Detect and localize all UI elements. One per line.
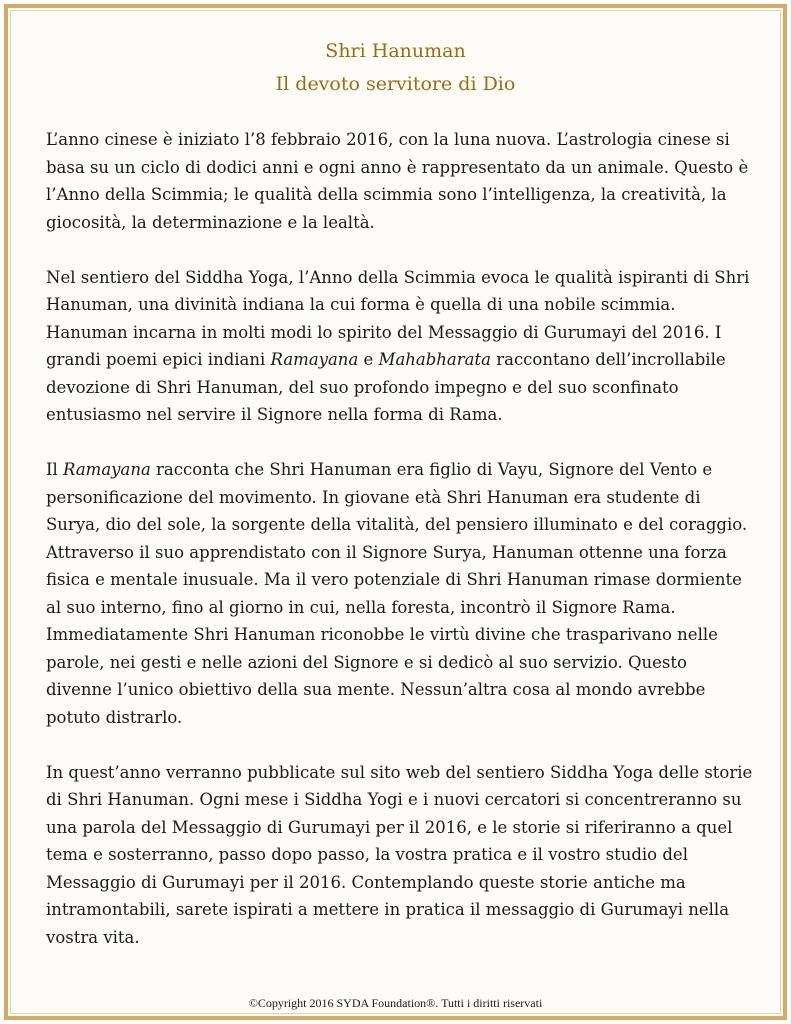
paragraph-2-text-c: raccontano dell’incrollabile devozione di Shri Hanuman, del suo profondo impegno e del suo sconfinato entusiasmo nel servire il Signore nella forma di Rama.	[46, 350, 726, 424]
paragraph-1: L’anno cinese è iniziato l’8 febbraio 2016, con la luna nuova. L’astrologia cinese si basa su un ciclo di dodici anni e ogni anno è rappresentato da un animale. Questo è l’Anno della Scimmia; le qualità della scimmia sono l’intelligenza, la creatività, la giocosità, la determinazione e la lealtà.	[46, 130, 749, 232]
copyright-footer: ©Copyright 2016 SYDA Foundation®. Tutti i diritti riservati	[248, 996, 543, 1010]
paragraph-4: In quest’anno verranno pubblicate sul sito web del sentiero Siddha Yoga delle storie di Shri Hanuman. Ogni mese i Siddha Yogi e i nuovi cercatori si concentreranno su una parola del Messaggio di Gurumayi per il 2016, e le storie si riferiranno a quel tema e sosterranno, passo dopo passo, la vostra pratica e il vostro studio del Messaggio di Gurumayi per il 2016. Contemplando queste storie antiche ma intramontabili, sarete ispirati a mettere in pratica il messaggio di Gurumayi nella vostra vita.	[46, 762, 753, 947]
ramayana-title: Ramayana	[270, 350, 359, 369]
paragraph-3	[46, 456, 756, 731]
document-page	[4, 4, 787, 1020]
paragraph-2-text-b: e	[358, 350, 379, 369]
ramayana-title: Ramayana	[63, 460, 151, 479]
page-title: Shri Hanuman	[325, 40, 466, 62]
page-subtitle: Il devoto servitore di Dio	[275, 73, 516, 95]
article-body	[46, 126, 756, 979]
paragraph-3-text-b: racconta che Shri Hanuman era figlio di Vayu, Signore del Vento e personificazione del movimento. In giovane età Shri Hanuman era studente di Surya, dio del sole, la sorgente della vitalità, del pensiero illuminato e del coraggio. Attraverso il suo apprendistato con il Signore Surya, Hanuman ottenne una forza fisica e mentale inusuale. Ma il vero potenziale di Shri Hanuman rimase dormiente al suo interno, fino al giorno in cui, nella foresta, incontrò il Signore Rama. Immediatamente Shri Hanuman riconobbe le virtù divine che trasparivano nelle parole, nei gesti e nelle azioni del Signore e si dedicò al suo servizio. Questo divenne l’unico obiettivo della sua mente. Nessun’altra cosa al mondo avrebbe potuto distrarlo.	[46, 460, 748, 727]
mahabharata-title: Mahabharata	[378, 350, 491, 369]
paragraph-3-text-a: Il	[46, 460, 64, 479]
paragraph-2-text-a: Nel sentiero del Siddha Yoga, l’Anno della Scimmia evoca le qualità ispiranti di Shri Hanuman, una divinità indiana la cui forma è quella di una nobile scimmia. Hanuman incarna in molti modi lo spirito del Messaggio di Gurumayi del 2016. I grandi poemi epici indiani	[46, 267, 750, 369]
paragraph-2	[46, 264, 756, 429]
